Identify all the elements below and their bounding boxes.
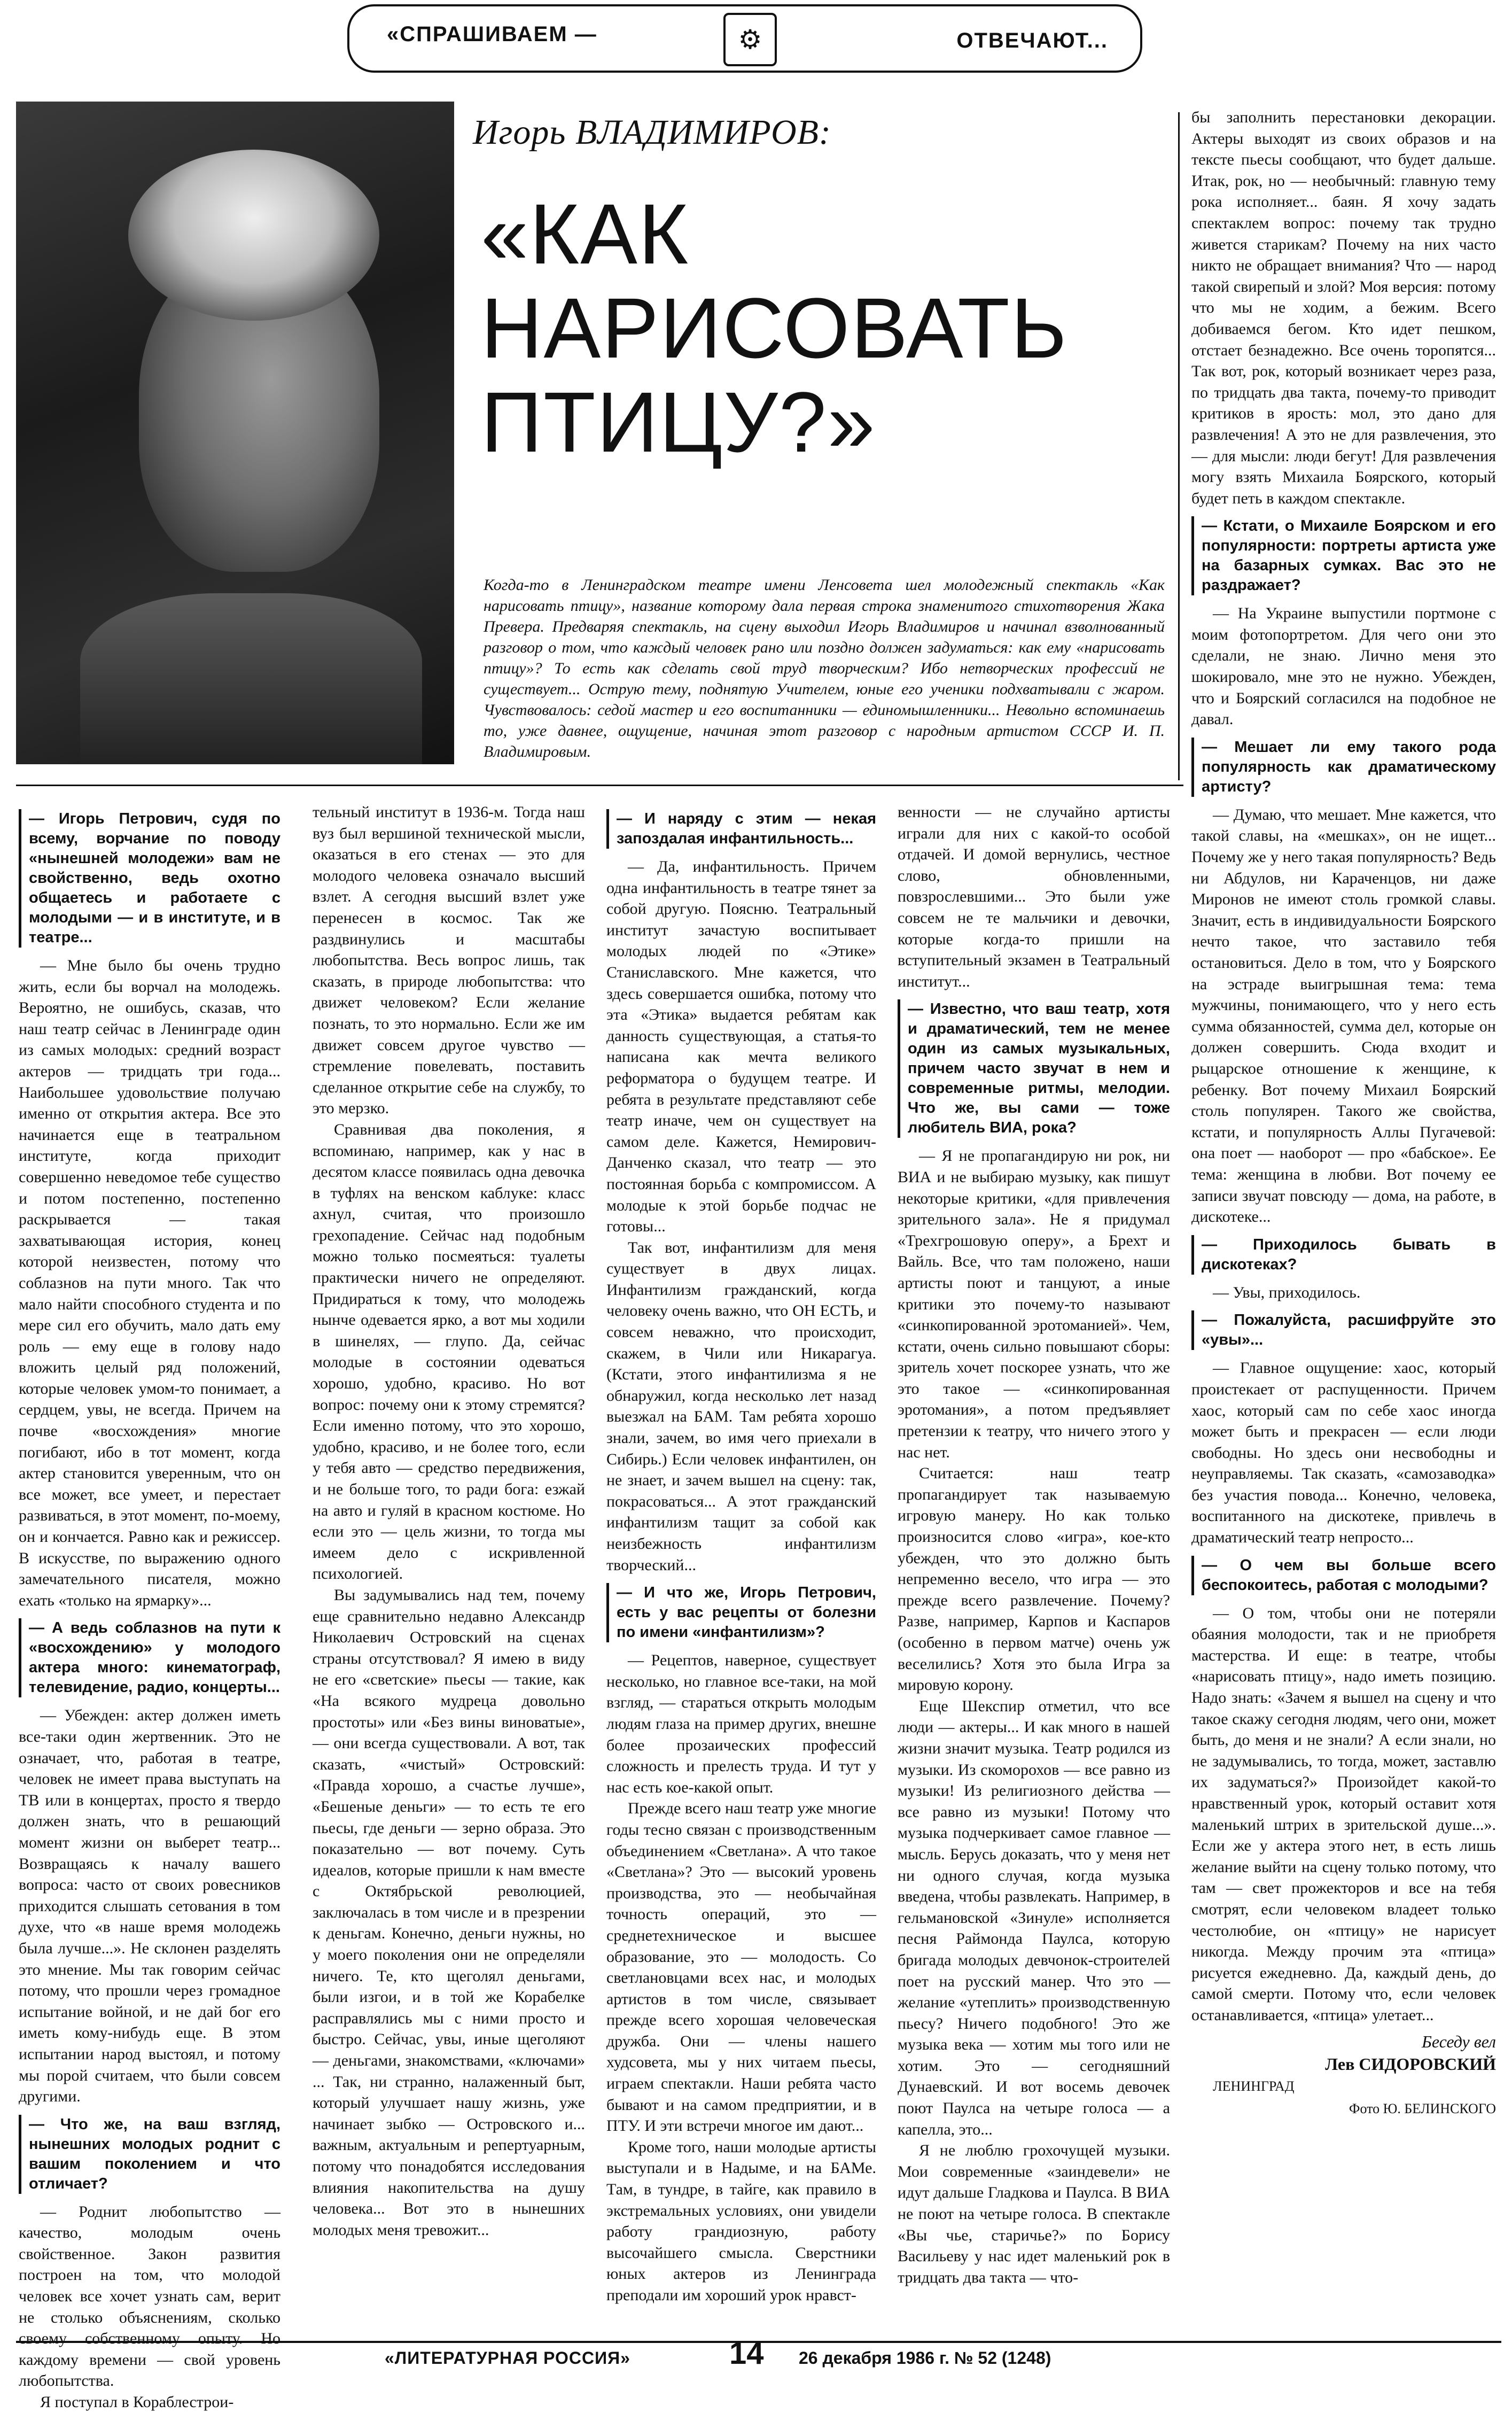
answer-paragraph: — Я не пропагандирую ни рок, ни ВИА и не выбираю музыку, как пишут некоторые критики, «для привлечения зрительного зала». Не я придумал «Трехгрошовую оперу», а Брехт и Вайль. Все, что там положено, наши артисты поют и танцуют, а иные критики это почему-то называют «синкопированной эротоманией». Чем, кстати, очень сильно повышают сборы: зритель хочет поскорее узнать, что же это такое — «синкопированная эротомания», а потом предъявляет претензии к театру, что ничего этого у нас нет.	[898, 1147, 1170, 1461]
answer-paragraph: тельный институт в 1936-м. Тогда наш вуз был вершиной технической мысли, оказаться в его стенах — это для молодого человека означало высший взлет. А сегодня высший взлет уже перенесен в космос. Так же раздвинулись и масштабы любопытства. Весь вопрос лишь, так сказать, в природе любопытства: что движет человеком? Если желание познать, то это нормально. Если же им движет совсем другое чувство — стремление повелевать, поставить сделанное открытие себе на службу, то это мерзко.	[313, 803, 585, 1118]
answer-paragraph: Кроме того, наши молодые артисты выступали и в Надыме, и на БАМе. Там, в тундре, в тайге, как правило в экстремальных условиях, они увидели работу грандиозную, работу высочайшего смысла. Сверстники юных актеров из Ленинграда преподали им хороший урок нравст-	[606, 2138, 876, 2304]
answer-paragraph: Я поступал в Кораблестрои-	[40, 2393, 234, 2411]
answer-paragraph: венности — не случайно артисты играли для них с какой-то особой отдачей. И домой вернулись, честное слово, обновленными, повзрослевшими... Это были уже совсем не те мальчики и девочки, которые когда-то пришли на вступительный экзамен в Театральный институт...	[898, 803, 1170, 990]
question: — А ведь соблазнов на пути к «восхождению» у молодого актера много: кинематограф, телевидение, радио, концерты...	[19, 1618, 280, 1697]
question: — Мешает ли ему такого рода популярность как драматическому артисту?	[1191, 738, 1496, 797]
answer-paragraph: Сравнивая два поколения, я вспоминаю, например, как у нас в десятом классе появилась одна девочка в туфлях на венском каблуке: класс ахнул, считая, что произошло грехопадение. Сейчас над подобным можно только посмеяться: туалеты практически ничего не определяют. Придираться к тому, что молодежь нынче одевается ярко, а вот мы ходили в шинелях, — глупо. Да, сейчас молодые в состоянии одеваться хорошо, удобно, красиво. Но вот вопрос: почему они к этому стремятся? Если именно потому, что это хорошо, удобно, красиво, и не более того, если у тебя авто — средство передвижения, и не больше того, то ради бога: езжай на авто и гуляй в красном костюме. Но если это — цель жизни, то тогда мы имеем дело с искривленной психологией.	[313, 1120, 585, 1583]
answer-paragraph: — О том, чтобы они не потеряли обаяния молодости, так и не приобретя мастерства. И еще: в театре, чтобы «нарисовать птицу», надо иметь позицию. Надо знать: «Зачем я вышел на сцену и что такое скажу сегодня людям, чего они, может быть, до меня и не знали? А если знали, но не задумывались, то тогда, может, заставлю их задуматься?» Произойдет какой-то нравственный урок, который оставит хотя маленький штрих в зрительской душе...». Если же у актера этого нет, в есть лишь желание выйти на сцену только потому, что там — свет прожекторов и все на тебя смотрят, если человеком владеет только честолюбие, он «птицу» не нарисует никогда. Между прочим эта «птица» рисуется ежедневно. Да, каждый день, до самой смерти. Потому что, если человек останавливается, «птица» улетает...	[1191, 1604, 1496, 2024]
text-column-2	[313, 802, 585, 2240]
page-footer	[16, 2336, 1501, 2371]
byline-interviewer: Лев СИДОРОВСКИЙ	[1325, 2054, 1496, 2074]
answer-paragraph: Так вот, инфантилизм для меня существует в двух лицах. Инфантилизм гражданский, когда человеку очень важно, что ОН ЕСТЬ, и совсем неважно, что происходит, скажем, в Чили или Никарагуа. (Кстати, этого инфантилизма я не обнаружил, когда несколько лет назад выезжал на БАМ. Там ребята хорошо знали, зачем, во имя чего приехали в Сибирь.) Если человек инфантилен, он не знает, и зачем вышел на сцену: так, покрасоваться... А этот гражданский инфантилизм тащит за собой как неизбежность инфантилизм творческий...	[606, 1238, 876, 1574]
issue-date: 26 декабря 1986 г. № 52 (1248)	[799, 2348, 1051, 2368]
byline-city: ЛЕНИНГРАД	[1213, 2078, 1295, 2094]
question: — И что же, Игорь Петрович, есть у вас рецепты от болезни по имени «инфантилизм»?	[606, 1583, 876, 1642]
portrait-photo	[16, 102, 454, 764]
text-column-4	[898, 802, 1170, 2288]
author-name: Игорь ВЛАДИМИРОВ:	[473, 113, 831, 152]
film-reel-icon: ⚙	[723, 13, 777, 66]
answer-paragraph: Вы задумывались над тем, почему еще сравнительно недавно Александр Николаевич Островский на сценах страны отсутствовал? Я имею в виду не его «светские» пьесы — такие, как «На всякого мудреца довольно простоты» или «Без вины виноватые», — они всегда существовали. А вот, так сказать, «чистый» Островский: «Правда хорошо, а счастье лучше», «Бешеные деньги» — то есть те его пьесы, где деньги — зерно образа. Это показательно — вот почему. Суть идеалов, которые пришли к нам вместе с Октябрьской революцией, заключалась в том числе и в презрении к деньгам. Конечно, деньги нужны, но у моего поколения они не определяли ничего. Те, кто щеголял деньгами, были изгои, и в той же Корабелке расправлялись мы с ними просто и быстро. Сейчас, увы, иные щеголяют — деньгами, знакомствами, «ключами» ... Так, ни странно, налаженный быт, который улучшает нашу жизнь, уже начинает зыбко — Островского и... важным, актуальным и репертуарным, потому что понадобятся исследования влияния накопительства на душу человека... Вот это в нынешних молодых меня тревожит...	[313, 1586, 585, 2239]
text-column-3	[606, 802, 876, 2306]
answer-paragraph: Считается: наш театр пропагандирует так называемую игровую манеру. Но как только произносится слово «игра», кое-кто убежден, что это должно быть непременно весело, что игра — это прежде всего развлечение. Почему? Разве, например, Карпов и Каспаров (особенно в первом матче) очень уж веселились? Хотя это была Игра за мировую корону.	[898, 1464, 1170, 1694]
headline-line-1: «КАК	[481, 186, 690, 282]
lead-paragraph: Когда-то в Ленинградском театре имени Ленсовета шел молодежный спектакль «Как нарисовать птицу», название которому дала первая строка знаменитого стихотворения Жака Превера. Предваряя спектакль, на сцену выходил Игорь Владимиров и начинал взволнованный разговор о том, что каждый человек рано или поздно должен задуматься: как ему «нарисовать птицу»? То есть как сделать свой труд творческим? Ибо нетворческих профессий не существует... Острую тему, поднятую Учителем, юные его ученики подхватывали с жаром. Чувствовалось: седой мастер и его воспитанники — единомышленники... Невольно вспоминаешь то, уже давнее, ощущение, начиная этот разговор с народным артистом СССР И. П. Владимировым.	[484, 576, 1165, 761]
section-banner	[347, 4, 1142, 73]
question: — Приходилось бывать в дискотеках?	[1191, 1235, 1496, 1275]
banner-right-text: ОТВЕЧАЮТ...	[956, 29, 1108, 52]
question: — О чем вы больше всего беспокоитесь, работая с молодыми?	[1191, 1556, 1496, 1595]
answer-paragraph: Прежде всего наш театр уже многие годы тесно связан с производственным объединением «Светлана». А что такое «Светлана»? Это — высокий уровень производства, это — необычайная точность операций, это — среднетехническое и высшее образование, это — молодость. Со светлановцами всех нас, и молодых артистов в том числе, связывает прежде всего хорошая человеческая дружба. Они — члены нашего худсовета, мы у них читаем пьесы, играем спектакли. Наши ребята часто бывают и на самом предприятии, и в ПТУ. И эти встречи многое им дают...	[606, 1799, 876, 2135]
question: — Пожалуйста, расшифруйте это «увы»...	[1191, 1310, 1496, 1350]
text-column-1	[19, 802, 280, 2413]
headline-line-2: НАРИСОВАТЬ	[481, 280, 1068, 376]
page-number: 14	[729, 2336, 764, 2371]
section-divider	[16, 785, 1183, 786]
question: — Игорь Петрович, судя по всему, ворчание по поводу «нынешней молодежи» вам не свойственно, ведь охотно общаетесь и работаете с молодыми — и в институте, и в театре...	[19, 809, 280, 948]
answer-paragraph: — Рецептов, наверное, существует несколько, но главное все-таки, на мой взгляд, — стараться открыть молодым людям глаза на пример других, внешне более прозаических профессий сложность и прелесть труда. И тут у нас есть кое-какой опыт.	[606, 1651, 876, 1796]
answer-paragraph: — Главное ощущение: хаос, который проистекает от распущенности. Причем хаос, который сам по себе хаос иногда может быть и прекрасен — если люди свободны. Но здесь они несвободны и неуправляемы. Так сказать, «самозаводка» без участия повода... Конечно, человека, воспитанного на дискотеке, привлечь в драматический театр непросто...	[1191, 1359, 1496, 1547]
answer-paragraph: — Да, инфантильность. Причем одна инфантильность в театре тянет за собой другую. Поясню. Театральный институт зачастую воспитывает молодых людей по «Этике» Станиславского. Мне кажется, что здесь совершается ошибка, потому что эта «Этика» выдается ребятам как данность существующая, а статья-то написана как мечта великого реформатора о будущем театре. И ребята в результате представляют себе театр иначе, чем он существует на самом деле. Кажется, Немирович-Данченко сказал, что театр — это постоянная борьба с компромиссом. А молодые к этой борьбе подчас не готовы...	[606, 858, 876, 1236]
text-column-5	[1191, 107, 1496, 2120]
newspaper-name: «ЛИТЕРАТУРНАЯ РОССИЯ»	[385, 2348, 630, 2368]
answer-paragraph: — Мне было бы очень трудно жить, если бы ворчал на молодежь. Вероятно, не ошибусь, сказав, что наш театр сейчас в Ленинграде один из самых молодых: средний возраст актеров — тридцать три года... Наибольшее удовольствие получаю именно от открытия актера. Все это начинается еще в театральном институте, когда приходит совершенно неведомое тебе существо и потом постепенно, постепенно раскрывается — такая захватывающая история, конец которой неизвестен, потому что соблазнов на пути много. Так что мало найти способного студента и по мере сил его обучить, мало дать ему роль — ему еще в голову надо вложить целый ряд положений, которые человек умом-то понимает, а сердцем, увы, не всегда. Причем на почве «восхождения» многие погибают, ибо в тот момент, когда актер становится уверенным, что он все может, все умеет, и перестает развиваться, в этот момент, по-моему, он и кончается. Равно как и режиссер. В искусстве, по выражению одного замечательного писателя, можно ехать «только на ярмарку»...	[19, 957, 280, 1609]
banner-left-text: «СПРАШИВАЕМ —	[387, 22, 597, 46]
question: — Известно, что ваш театр, хотя и драматический, тем не менее один из самых музыкальных, причем часто звучат в нем и современные ритмы, мелодии. Что же, вы сами — тоже любитель ВИА, рока?	[898, 999, 1170, 1138]
answer-paragraph: — На Украине выпустили портмоне с моим фотопортретом. Для чего они это сделали, не знаю. Лично меня это шокировало, мне это не нужно. Убежден, что и Боярский согласился на подобное не давал.	[1191, 604, 1496, 728]
answer-paragraph: Я не люблю грохочущей музыки. Мои современные «заиндевели» не идут дальше Гладкова и Паулса. В ВИА не поют на четыре голоса. В спектакле «Вы чье, старичье?» по Борису Васильеву у нас идет маленький рок в тридцать два такта — что-	[898, 2142, 1170, 2286]
answer-paragraph: — Думаю, что мешает. Мне кажется, что такой славы, на «мешках», он не ищет... Почему же у него такая популярность? Ведь ни Абдулов, ни Караченцов, ни даже Миронов не имеют столь громкой славы. Значит, есть в индивидуальности Боярского нечто такое, что заставило тебя остановиться. Дело в том, что у Боярского на эстраде выигрышная тема: тема мужчины, понимающего, что у него есть сумма обязанностей, сумма дел, которые он должен совершить. Сюда входит и рыцарское отношение к женщине, к ребенку. Вот почему Михаил Боярский столь популярен. Такого же свойства, кстати, и популярность Аллы Пугачевой: она поет — наоборот — про «бабское». Ее тема: женщина в любви. Вот почему ее записи звучат повсюду — дома, на работе, в дискотеке...	[1191, 805, 1496, 1226]
question: — Что же, на ваш взгляд, нынешних молодых роднит с вашим поколением и что отличает?	[19, 2115, 280, 2194]
answer-paragraph: — Роднит любопытство — качество, молодым очень свойственное. Закон развития построен на том, что молодой человек все хочет узнать сам, верит не столько объяснениям, сколько своему собственному опыту. Но каждому времени — свой уровень любопытства.	[19, 2202, 280, 2390]
question: — И наряду с этим — некая запоздалая инфантильность...	[606, 809, 876, 849]
answer-paragraph: — Убежден: актер должен иметь все-таки один жертвенник. Это не означает, что, работая в театре, человек не имеет права выступать на ТВ или в концертах, просто я твердо должен знать, что в решающий момент жизни он выберет театр... Возвращаясь к началу вашего вопроса: часто от своих ровесников приходится слышать сетования в том духе, что «в наше время молодежь была лучше...». Не склонен разделять это мнение. Мы так говорим сейчас потому, что прошли через громадное испытание войной, и не дай бог его иметь кому-нибудь еще. В этом испытании народ выстоял, и потому мы порой считаем, что были совсем другими.	[19, 1706, 280, 2106]
question: — Кстати, о Михаиле Боярском и его популярности: портреты артиста уже на базарных сумках. Вас это не раздражает?	[1191, 516, 1496, 595]
answer-paragraph: бы заполнить перестановки декорации. Актеры выходят из своих образов и на тексте пьесы сообщают, что будет дальше. Итак, рок, но — необычный: главную тему рока исполняет... баян. Я хочу задать спектаклем вопрос: почему так трудно живется старикам? Почему на них часто никто не обращает внимания? Что — народ такой свирепый и злой? Моя версия: потому что мы не ходим, а бежим. Всего добиваемся бегом. Кто идет пешком, отстает безнадежно. Все очень торопятся... Так вот, рок, который возникает через раза, по тридцать два такта, почему-то приводит критиков в ярость: мол, это дано для развлечения! А это не для развлечения, это — для мысли: люди бегут! Для развлечения могу взять Михаила Боярского, который будет петь в каждом спектакле.	[1191, 108, 1496, 507]
headline-line-3: ПТИЦУ?»	[481, 374, 876, 470]
byline-credit: Беседу вел	[1421, 2031, 1496, 2051]
byline	[1191, 2030, 1496, 2120]
column-divider	[1178, 112, 1180, 780]
answer-paragraph: Еще Шекспир отметил, что все люди — актеры... И как много в нашей жизни значит музыка. Театр родился из музыки. Из скоморохов — все равно из музыки! Из религиозного действа — все равно из музыки! Потому что музыка подчеркивает самое главное — мысль. Берусь доказать, что у меня нет ни одного случая, когда музыка введена, чтобы развлекать. Например, в гельмановской «Зинуле» исполняется песня Раймонда Паулса, которую бригада молодых девчонок-строителей поет на русский манер. Что это — желание «утеплить» производственную пьесу? Ничего подобного! Это же музыка века — хотим мы того или не хотим. Это — сегодняшний Дунаевский. И вот восемь девочек поют Паулса на четыре голоса — а капелла, это...	[898, 1697, 1170, 2138]
photo-credit: Фото Ю. БЕЛИНСКОГО	[1349, 2100, 1496, 2116]
answer-paragraph: — Увы, приходилось.	[1213, 1283, 1361, 1301]
headline	[481, 187, 1154, 469]
